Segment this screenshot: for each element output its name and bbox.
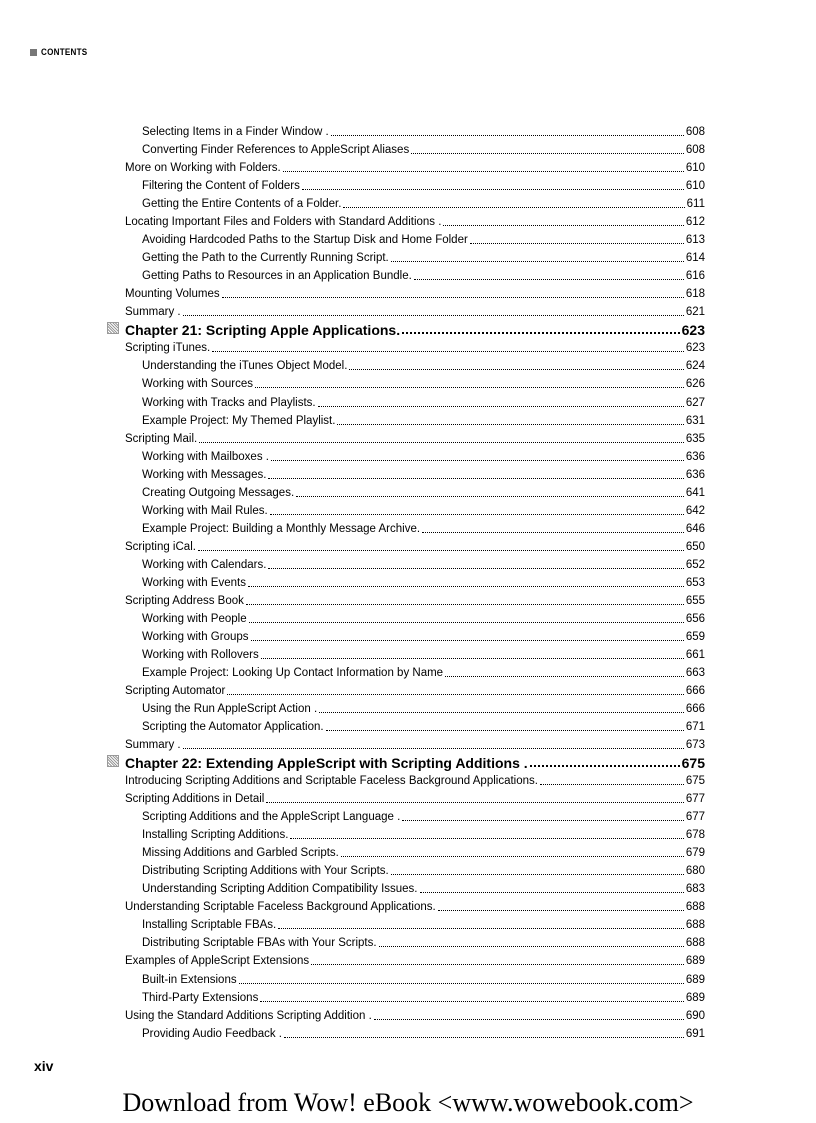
toc-entry[interactable] xyxy=(125,590,705,608)
dot-leader xyxy=(255,383,684,388)
dot-leader xyxy=(302,185,684,190)
toc-entry-title: Getting the Path to the Currently Running Script. xyxy=(142,252,389,265)
dot-leader xyxy=(183,311,684,316)
toc-entry-page: 612 xyxy=(685,216,705,229)
toc-entry[interactable] xyxy=(125,247,705,265)
toc-entry-title: Scripting iCal. xyxy=(125,540,196,553)
toc-entry-page: 623 xyxy=(681,322,705,339)
dot-leader xyxy=(198,546,684,551)
toc-entry[interactable] xyxy=(125,860,705,878)
toc-entry-page: 627 xyxy=(685,396,705,409)
dot-leader xyxy=(343,203,684,208)
toc-entry[interactable] xyxy=(125,139,705,157)
dot-leader xyxy=(414,275,684,280)
dot-leader xyxy=(261,654,684,659)
dot-leader xyxy=(402,816,684,821)
toc-entry-page: 689 xyxy=(685,955,705,968)
toc-entry[interactable] xyxy=(125,644,705,662)
toc-entry[interactable] xyxy=(125,662,705,680)
toc-entry-page: 666 xyxy=(685,685,705,697)
toc-entry[interactable] xyxy=(125,283,705,301)
toc-entry-title: Distributing Scripting Additions with Your Scripts. xyxy=(142,865,389,878)
toc-entry-page: 626 xyxy=(685,378,705,391)
toc-entry[interactable] xyxy=(125,842,705,860)
dot-leader xyxy=(271,456,684,461)
toc-entry-title: More on Working with Folders. xyxy=(125,162,281,175)
toc-entry[interactable] xyxy=(125,265,705,283)
toc-entry-page: 642 xyxy=(685,504,705,517)
toc-entry-title: Understanding the iTunes Object Model. xyxy=(142,360,348,373)
dot-leader xyxy=(420,888,684,893)
toc-entry-page: 624 xyxy=(685,360,705,373)
toc-entry-page: 666 xyxy=(685,703,705,716)
header-square-icon xyxy=(30,49,37,56)
toc-entry-title: Creating Outgoing Messages. xyxy=(142,486,295,499)
toc-entry-title: Example Project: Looking Up Contact Information by Name xyxy=(142,666,444,679)
dot-leader xyxy=(290,834,683,839)
page-number: xiv xyxy=(34,1058,54,1074)
toc-entry-title: Filtering the Content of Folders xyxy=(142,180,300,193)
toc-entry[interactable] xyxy=(125,716,705,734)
toc-entry-title: Using the Standard Additions Scripting Addition . xyxy=(125,1009,372,1022)
toc-entry[interactable] xyxy=(125,121,705,139)
toc-entry-page: 661 xyxy=(685,648,705,661)
toc-entry-title: Working with Sources xyxy=(142,378,253,391)
toc-entry-title: Third-Party Extensions xyxy=(142,991,259,1004)
toc-entry-title: Working with Groups xyxy=(142,630,249,643)
toc-entry-title: Installing Scriptable FBAs. xyxy=(142,919,277,932)
toc-entry[interactable] xyxy=(125,824,705,842)
toc-entry-title: Introducing Scripting Additions and Scriptable Faceless Background Applications. xyxy=(125,775,538,788)
toc-entry-page: 671 xyxy=(685,721,705,734)
toc-chapter-entry[interactable] xyxy=(125,319,705,337)
toc-entry-page: 679 xyxy=(685,847,705,860)
toc-entry[interactable] xyxy=(125,932,705,950)
toc-entry[interactable] xyxy=(125,914,705,932)
toc-entry-page: 618 xyxy=(685,288,705,301)
toc-entry[interactable] xyxy=(125,698,705,716)
toc-entry[interactable] xyxy=(125,175,705,193)
dot-leader xyxy=(283,167,684,172)
dot-leader xyxy=(251,636,684,641)
toc-entry-page: 690 xyxy=(685,1009,705,1022)
toc-entry-title: Scripting iTunes. xyxy=(125,342,211,355)
toc-entry-title: Scripting Additions and the AppleScript Language . xyxy=(142,811,401,824)
toc-entry[interactable] xyxy=(125,464,705,482)
toc-entry-page: 663 xyxy=(685,666,705,679)
dot-leader xyxy=(445,672,684,677)
toc-entry-title: Working with Events xyxy=(142,576,246,589)
dot-leader xyxy=(249,618,684,623)
chapter-marker-icon xyxy=(107,755,119,767)
toc-entry-title: Scripting the Automator Application. xyxy=(142,721,324,734)
dot-leader xyxy=(326,726,684,731)
dot-leader xyxy=(266,798,683,803)
dot-leader xyxy=(341,852,684,857)
toc-entry-title: Example Project: Building a Monthly Message Archive. xyxy=(142,522,421,535)
toc-entry-page: 677 xyxy=(685,793,705,806)
dot-leader xyxy=(222,293,684,298)
toc-entry-page: 688 xyxy=(685,937,705,950)
toc-entry[interactable] xyxy=(125,391,705,409)
toc-entry[interactable] xyxy=(125,878,705,896)
toc-entry[interactable] xyxy=(125,211,705,229)
dot-leader xyxy=(391,870,684,875)
toc-entry-title: Providing Audio Feedback . xyxy=(142,1027,283,1040)
toc-entry-page: 673 xyxy=(685,739,705,752)
toc-entry-title: Scripting Mail. xyxy=(125,432,198,445)
toc-entry-title: Understanding Scriptable Faceless Background Applications. xyxy=(125,901,436,914)
toc-entry-title: Working with Rollovers xyxy=(142,648,259,661)
toc-entry-title: Scripting Additions in Detail xyxy=(125,793,265,806)
toc-entry[interactable] xyxy=(125,554,705,572)
dot-leader xyxy=(337,420,683,425)
toc-entry-page: 655 xyxy=(685,594,705,607)
toc-entry-title: Installing Scripting Additions. xyxy=(142,829,289,842)
toc-entry-page: 688 xyxy=(685,919,705,932)
toc-entry-page: 683 xyxy=(685,883,705,896)
toc-entry-page: 678 xyxy=(685,829,705,842)
toc-entry-title: Built-in Extensions xyxy=(142,973,237,986)
toc-entry-page: 646 xyxy=(685,522,705,535)
toc-entry-page: 652 xyxy=(685,558,705,571)
toc-entry[interactable] xyxy=(125,734,705,752)
toc-entry[interactable] xyxy=(125,157,705,175)
toc-entry-page: 636 xyxy=(685,450,705,463)
toc-entry[interactable] xyxy=(125,572,705,590)
dot-leader xyxy=(374,1015,684,1020)
toc-entry[interactable] xyxy=(125,1005,705,1023)
dot-leader xyxy=(438,906,684,911)
toc-entry[interactable] xyxy=(125,482,705,500)
toc-entry-title: Understanding Scripting Addition Compatibility Issues. xyxy=(142,883,418,896)
toc-entry-page: 675 xyxy=(685,775,705,788)
toc-entry[interactable] xyxy=(125,770,705,788)
dot-leader xyxy=(422,528,684,533)
toc-entry-page: 621 xyxy=(685,306,705,319)
toc-entry[interactable] xyxy=(125,518,705,536)
toc-entry[interactable] xyxy=(125,1023,705,1041)
toc-entry-page: 691 xyxy=(685,1027,705,1040)
toc-entry[interactable] xyxy=(125,806,705,824)
toc-entry-page: 608 xyxy=(685,126,705,139)
toc-entry-title: Getting the Entire Contents of a Folder. xyxy=(142,198,342,211)
toc-entry-title: Distributing Scriptable FBAs with Your Scripts. xyxy=(142,937,377,950)
dot-leader xyxy=(268,564,683,569)
toc-entry[interactable] xyxy=(125,680,705,698)
toc-entry-page: 611 xyxy=(686,198,705,211)
toc-entry-page: 656 xyxy=(685,612,705,625)
toc-entry-title: Working with Mail Rules. xyxy=(142,504,268,517)
toc-entry-page: 635 xyxy=(685,432,705,445)
toc-entry[interactable] xyxy=(125,355,705,373)
toc-entry-title: Converting Finder References to AppleScript Aliases xyxy=(142,144,410,157)
toc-entry[interactable] xyxy=(125,987,705,1005)
toc-entry-page: 689 xyxy=(685,991,705,1004)
toc-entry-page: 623 xyxy=(685,342,705,355)
toc-entry[interactable] xyxy=(125,950,705,968)
dot-leader xyxy=(248,582,684,587)
dot-leader xyxy=(402,328,680,334)
dot-leader xyxy=(268,474,683,479)
dot-leader xyxy=(246,600,684,605)
toc-entry-page: 677 xyxy=(685,811,705,824)
dot-leader xyxy=(540,780,684,785)
dot-leader xyxy=(331,131,684,136)
toc-entry-title: Examples of AppleScript Extensions xyxy=(125,955,310,968)
dot-leader xyxy=(311,960,684,965)
toc-entry[interactable] xyxy=(125,229,705,247)
download-footer: Download from Wow! eBook <www.wowebook.com> xyxy=(122,1088,694,1117)
dot-leader xyxy=(278,924,684,929)
toc-entry-title: Missing Additions and Garbled Scripts. xyxy=(142,847,339,860)
dot-leader xyxy=(260,997,683,1002)
header-section-label: CONTENTS xyxy=(41,46,88,58)
toc-entry[interactable] xyxy=(125,608,705,626)
dot-leader xyxy=(296,492,684,497)
toc-entry-page: 636 xyxy=(685,468,705,481)
toc-entry-title: Locating Important Files and Folders with Standard Additions . xyxy=(125,216,442,229)
dot-leader xyxy=(199,438,684,443)
toc-entry[interactable] xyxy=(125,193,705,211)
toc-entry-title: Summary . xyxy=(125,306,181,319)
dot-leader xyxy=(284,1033,684,1038)
toc-entry-title: Working with Messages. xyxy=(142,468,267,481)
toc-entry[interactable] xyxy=(125,428,705,446)
toc-entry-title: Working with Tracks and Playlists. xyxy=(142,396,316,409)
toc-entry-page: 614 xyxy=(685,252,705,265)
dot-leader xyxy=(530,761,680,767)
dot-leader xyxy=(319,708,684,713)
dot-leader xyxy=(183,744,684,749)
chapter-marker-icon xyxy=(107,322,119,334)
toc-entry-page: 616 xyxy=(685,270,705,283)
toc-entry-page: 641 xyxy=(685,486,705,499)
toc-entry-page: 689 xyxy=(685,973,705,986)
toc-entry-title: Getting Paths to Resources in an Application Bundle. xyxy=(142,270,412,283)
dot-leader xyxy=(349,365,683,370)
dot-leader xyxy=(239,979,684,984)
toc-entry[interactable] xyxy=(125,968,705,986)
toc-entry-title: Scripting Automator xyxy=(125,685,226,697)
toc-entry[interactable] xyxy=(125,788,705,806)
table-of-contents xyxy=(125,121,705,1041)
toc-entry-page: 659 xyxy=(685,630,705,643)
toc-entry-title: Mounting Volumes xyxy=(125,288,220,301)
toc-entry-page: 631 xyxy=(685,414,705,427)
dot-leader xyxy=(379,942,684,947)
toc-entry-title: Avoiding Hardcoded Paths to the Startup Disk and Home Folder xyxy=(142,234,468,247)
toc-chapter-entry[interactable] xyxy=(125,752,705,770)
toc-entry[interactable] xyxy=(125,373,705,391)
dot-leader xyxy=(318,402,684,407)
toc-entry[interactable] xyxy=(125,446,705,464)
toc-entry-title: Selecting Items in a Finder Window . xyxy=(142,126,329,139)
dot-leader xyxy=(270,510,684,515)
dot-leader xyxy=(443,221,683,226)
toc-entry-title: Scripting Address Book xyxy=(125,594,244,607)
toc-entry-title: Working with Calendars. xyxy=(142,558,267,571)
toc-entry-page: 675 xyxy=(681,755,705,772)
toc-entry[interactable] xyxy=(125,301,705,319)
toc-entry-page: 653 xyxy=(685,576,705,589)
toc-entry-page: 610 xyxy=(685,162,705,175)
running-header xyxy=(30,45,96,59)
toc-entry[interactable] xyxy=(125,896,705,914)
toc-entry-page: 610 xyxy=(685,180,705,193)
toc-entry-title: Summary . xyxy=(125,739,181,752)
dot-leader xyxy=(391,257,684,262)
toc-entry[interactable] xyxy=(125,500,705,518)
toc-entry-page: 688 xyxy=(685,901,705,914)
toc-entry-title: Chapter 22: Extending AppleScript with Scripting Additions . xyxy=(125,755,528,772)
toc-entry-title: Working with People xyxy=(142,612,247,625)
toc-entry-page: 613 xyxy=(685,234,705,247)
toc-entry[interactable] xyxy=(125,410,705,428)
toc-entry[interactable] xyxy=(125,536,705,554)
toc-entry-page: 608 xyxy=(685,144,705,157)
toc-entry-title: Working with Mailboxes . xyxy=(142,450,269,463)
toc-entry-title: Chapter 21: Scripting Apple Applications. xyxy=(125,322,401,339)
dot-leader xyxy=(411,149,684,154)
toc-entry[interactable] xyxy=(125,337,705,355)
toc-entry-title: Using the Run AppleScript Action . xyxy=(142,703,318,716)
dot-leader xyxy=(227,690,683,695)
toc-entry[interactable] xyxy=(125,626,705,644)
toc-entry-page: 680 xyxy=(685,865,705,878)
toc-entry-page: 650 xyxy=(685,540,705,553)
dot-leader xyxy=(470,239,684,244)
toc-entry-title: Example Project: My Themed Playlist. xyxy=(142,414,336,427)
dot-leader xyxy=(212,347,684,352)
